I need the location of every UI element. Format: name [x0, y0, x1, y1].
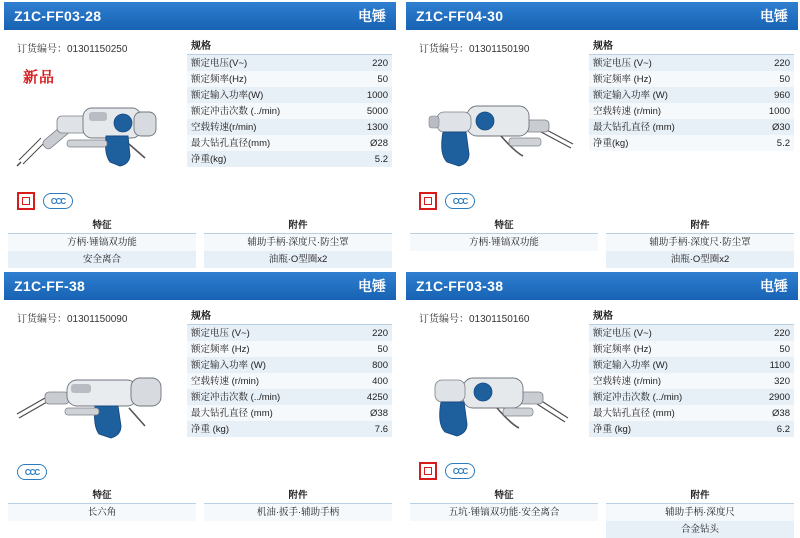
spec-row: 空载转速 (r/min) 400: [187, 373, 392, 389]
spec-table: [187, 306, 392, 437]
product-category: 电锤: [358, 278, 386, 294]
accessories-title: 附件: [204, 216, 392, 234]
spec-row: 额定电压 (V~) 220: [187, 325, 392, 341]
spec-row: 额定电压 (V~) 220: [589, 55, 794, 71]
spec-row: 额定输入功率 (W) 1100: [589, 357, 794, 373]
product-card[interactable]: [406, 2, 798, 265]
spec-row: 净重(kg) 5.2: [589, 135, 794, 151]
accessory-item: 机油·扳手·辅助手柄: [204, 504, 392, 521]
order-code-label: 订货编号: [17, 44, 57, 55]
card-body: [4, 30, 396, 216]
features-column: [4, 216, 200, 265]
spec-row: 额定冲击次数 (../min) 5000: [187, 103, 392, 119]
certification-marks: [17, 464, 47, 480]
product-model: Z1C-FF-38: [14, 278, 86, 294]
spec-title: 规格: [187, 306, 392, 325]
spec-row: 最大钻孔直径 (mm) Ø30: [589, 119, 794, 135]
spec-row: 最大钻孔直径(mm) Ø28: [187, 135, 392, 151]
certification-marks: [17, 192, 73, 210]
spec-row: 额定频率(Hz) 50: [187, 71, 392, 87]
spec-row: 额定输入功率(W) 1000: [187, 87, 392, 103]
spec-row: 额定电压 (V~) 220: [589, 325, 794, 341]
spec-row: 额定频率 (Hz) 50: [589, 71, 794, 87]
spec-row: 净重 (kg) 6.2: [589, 421, 794, 437]
product-card[interactable]: [4, 272, 396, 528]
product-category: 电锤: [760, 8, 788, 24]
order-code-label: 订货编号: [17, 314, 57, 325]
spec-row: 最大钻孔直径 (mm) Ø38: [589, 405, 794, 421]
card-footer: [406, 486, 798, 535]
product-model: Z1C-FF03-28: [14, 8, 102, 24]
spec-row: 额定频率 (Hz) 50: [187, 341, 392, 357]
features-column: [406, 486, 602, 526]
features-title: 特征: [410, 486, 598, 504]
product-illustration: [413, 352, 588, 462]
spec-table: [187, 36, 392, 167]
new-product-badge: 新品: [23, 69, 56, 86]
features-title: 特征: [8, 216, 196, 234]
certification-marks: [419, 192, 475, 210]
card-footer: [4, 216, 396, 265]
double-insulation-icon: [419, 462, 437, 480]
spec-row: 额定冲击次数 (../min) 4250: [187, 389, 392, 405]
spec-row: 额定电压(V~) 220: [187, 55, 392, 71]
rotary-hammer-drawing: [11, 82, 186, 192]
order-code: 订货编号：01301150190: [419, 44, 530, 55]
double-insulation-icon: [17, 192, 35, 210]
spec-row: 额定冲击次数 (../min) 2900: [589, 389, 794, 405]
spec-row: 额定输入功率 (W) 960: [589, 87, 794, 103]
double-insulation-icon: [419, 192, 437, 210]
spec-row: 额定频率 (Hz) 50: [589, 341, 794, 357]
spec-table: [589, 36, 794, 151]
accessory-item: 油瓶·O型圈x2: [204, 251, 392, 268]
features-title: 特征: [8, 486, 196, 504]
card-footer: [406, 216, 798, 265]
accessory-item: 辅助手柄·深度尺·防尘罩: [204, 234, 392, 251]
product-card[interactable]: [406, 272, 798, 535]
feature-item: 五坑·锤镐双功能·安全离合: [410, 504, 598, 521]
accessories-title: 附件: [204, 486, 392, 504]
order-code: 订货编号：01301150250: [17, 44, 128, 55]
product-model: Z1C-FF03-38: [416, 278, 504, 294]
features-title: 特征: [410, 216, 598, 234]
product-illustration: [11, 82, 186, 192]
rotary-hammer-drawing: [11, 352, 186, 462]
feature-item: 安全离合: [8, 251, 196, 268]
order-code-label: 订货编号: [419, 314, 459, 325]
accessory-item: 合金钻头: [606, 521, 794, 538]
order-code: 订货编号：01301150090: [17, 314, 128, 325]
rotary-hammer-drawing: [413, 352, 588, 462]
spec-row: 净重 (kg) 7.6: [187, 421, 392, 437]
order-code-value: 01301150160: [469, 314, 530, 325]
accessories-column: [602, 486, 798, 535]
order-code-value: 01301150190: [469, 44, 530, 55]
ccc-icon: CCC: [445, 193, 475, 209]
accessories-title: 附件: [606, 486, 794, 504]
product-category: 电锤: [358, 8, 386, 24]
spec-row: 最大钻孔直径 (mm) Ø38: [187, 405, 392, 421]
order-code: 订货编号：01301150160: [419, 314, 530, 325]
spec-title: 规格: [187, 36, 392, 55]
accessories-column: [200, 216, 396, 265]
spec-title: 规格: [589, 306, 794, 325]
feature-item: 长六角: [8, 504, 196, 521]
product-model: Z1C-FF04-30: [416, 8, 504, 24]
accessories-column: [602, 216, 798, 265]
order-code-label: 订货编号: [419, 44, 459, 55]
accessories-column: [200, 486, 396, 526]
features-column: [4, 486, 200, 526]
card-body: [406, 30, 798, 216]
accessory-item: 辅助手柄·深度尺: [606, 504, 794, 521]
ccc-icon: CCC: [17, 464, 47, 480]
spec-row: 空载转速 (r/min) 320: [589, 373, 794, 389]
card-body: [406, 300, 798, 486]
spec-row: 空载转速(r/min) 1300: [187, 119, 392, 135]
rotary-hammer-drawing: [413, 82, 588, 192]
feature-item: 方柄·锤镐双功能: [8, 234, 196, 251]
product-category: 电锤: [760, 278, 788, 294]
card-header: [4, 272, 396, 300]
features-column: [406, 216, 602, 256]
accessories-title: 附件: [606, 216, 794, 234]
order-code-value: 01301150090: [67, 314, 128, 325]
spec-row: 净重(kg) 5.2: [187, 151, 392, 167]
product-illustration: [413, 82, 588, 192]
card-header: [4, 2, 396, 30]
card-footer: [4, 486, 396, 526]
spec-row: 空载转速 (r/min) 1000: [589, 103, 794, 119]
ccc-icon: CCC: [445, 463, 475, 479]
accessory-item: 油瓶·O型圈x2: [606, 251, 794, 268]
certification-marks: [419, 462, 475, 480]
spec-row: 额定输入功率 (W) 800: [187, 357, 392, 373]
product-illustration: [11, 352, 186, 462]
spec-table: [589, 306, 794, 437]
feature-item: 方柄·锤镐双功能: [410, 234, 598, 251]
card-body: [4, 300, 396, 486]
product-card[interactable]: [4, 2, 396, 265]
order-code-value: 01301150250: [67, 44, 128, 55]
ccc-icon: CCC: [43, 193, 73, 209]
card-header: [406, 2, 798, 30]
accessory-item: 辅助手柄·深度尺·防尘罩: [606, 234, 794, 251]
spec-title: 规格: [589, 36, 794, 55]
card-header: [406, 272, 798, 300]
